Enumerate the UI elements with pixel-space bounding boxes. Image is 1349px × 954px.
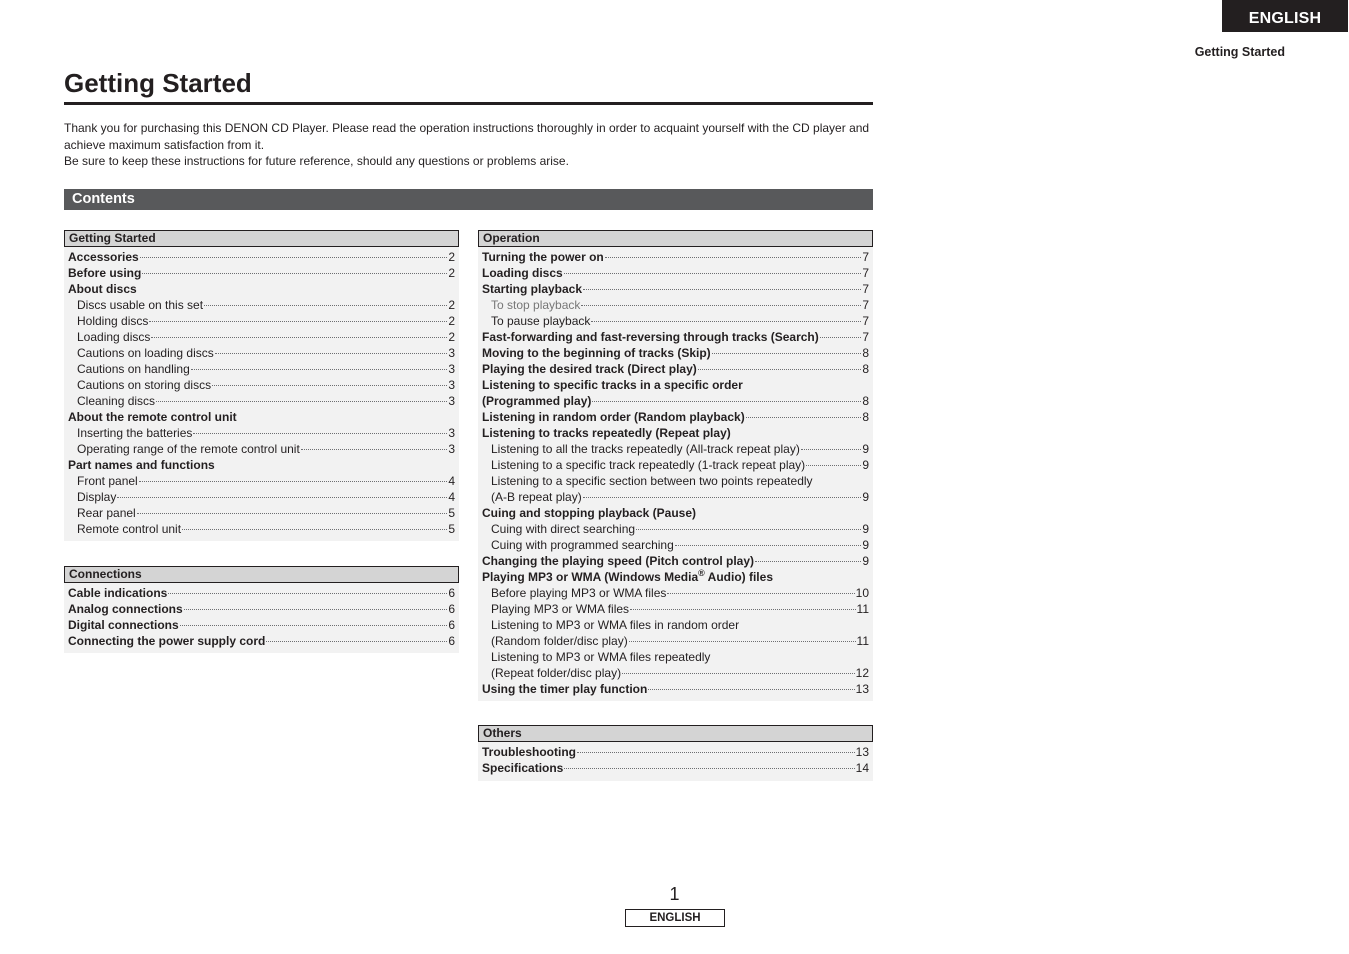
- toc-entry-title: Cuing with programmed searching: [491, 538, 674, 552]
- toc-entry-title: (A-B repeat play): [491, 490, 582, 504]
- toc-entry-page: 6: [448, 586, 455, 600]
- dot-leader: [592, 401, 861, 402]
- toc-entry-page: 6: [448, 634, 455, 648]
- dot-leader: [212, 385, 447, 386]
- dot-leader: [156, 401, 447, 402]
- toc-entry[interactable]: [478, 681, 873, 697]
- dot-leader: [755, 561, 861, 562]
- toc-entry[interactable]: [64, 361, 459, 377]
- dot-leader: [581, 305, 861, 306]
- toc-entry-title: Changing the playing speed (Pitch control play): [482, 554, 755, 568]
- dot-leader: [712, 353, 862, 354]
- toc-entry-page: 6: [448, 602, 455, 616]
- toc-entry-page: 11: [856, 634, 869, 648]
- dot-leader: [182, 529, 447, 530]
- toc-entry-page: 9: [862, 490, 869, 504]
- toc-entry-title: Rear panel: [77, 506, 136, 520]
- toc-entry-title: Digital connections: [68, 618, 179, 632]
- toc-entry[interactable]: [64, 505, 459, 521]
- toc-entry-page: 9: [862, 442, 869, 456]
- toc-entry-page: 8: [862, 410, 869, 424]
- dot-leader: [630, 609, 855, 610]
- toc-entry-page: 2: [448, 298, 455, 312]
- toc-entry[interactable]: [478, 473, 873, 489]
- dot-leader: [142, 273, 447, 274]
- toc-section-operation: [478, 230, 873, 701]
- toc-entry[interactable]: [64, 489, 459, 505]
- toc-entry-page: 5: [448, 506, 455, 520]
- toc-section-heading: Others: [478, 725, 873, 742]
- toc-entry[interactable]: [64, 585, 459, 601]
- dot-leader: [667, 593, 854, 594]
- toc-entry[interactable]: [478, 361, 873, 377]
- toc-entry[interactable]: [478, 345, 873, 361]
- toc-entry[interactable]: [64, 281, 459, 297]
- toc-entry-title: Troubleshooting: [482, 745, 576, 759]
- toc-entry-title: Listening to tracks repeatedly (Repeat play): [482, 426, 731, 440]
- toc-entry-page: 2: [448, 266, 455, 280]
- dot-leader: [564, 273, 862, 274]
- toc-entry-page: 7: [862, 314, 869, 328]
- toc-entry-title: Operating range of the remote control unit: [77, 442, 300, 456]
- dot-leader: [605, 257, 862, 258]
- toc-entry-title: Cleaning discs: [77, 394, 156, 408]
- dot-leader: [151, 337, 447, 338]
- toc-entry[interactable]: [64, 633, 459, 649]
- toc-entry[interactable]: [478, 760, 873, 776]
- toc-entry[interactable]: [64, 473, 459, 489]
- toc-entry-page: 5: [448, 522, 455, 536]
- toc-entry[interactable]: [478, 249, 873, 265]
- toc-entry-title: To pause playback: [491, 314, 591, 328]
- toc-entry-page: 14: [855, 761, 869, 775]
- toc-entry-title: (Programmed play): [482, 394, 592, 408]
- toc-entry[interactable]: [478, 569, 873, 585]
- toc-entry-title: (Random folder/disc play): [491, 634, 628, 648]
- toc-entry-page: 7: [862, 250, 869, 264]
- dot-leader: [636, 529, 861, 530]
- toc-section-getting-started: [64, 230, 459, 541]
- toc-entry-page: 3: [448, 378, 455, 392]
- toc-entry-page: 7: [862, 282, 869, 296]
- toc-entry[interactable]: [478, 665, 873, 681]
- toc-entry-page: 8: [862, 394, 869, 408]
- toc-section-heading: Operation: [478, 230, 873, 247]
- toc-entry-title: Fast-forwarding and fast-reversing through tracks (Search): [482, 330, 819, 344]
- toc-entry-page: 8: [862, 362, 869, 376]
- toc-entry-title: Connecting the power supply cord: [68, 634, 266, 648]
- dot-leader: [746, 417, 862, 418]
- toc-entry-title: Part names and functions: [68, 458, 215, 472]
- toc-section-heading: Getting Started: [64, 230, 459, 247]
- toc-entry-title: Turning the power on: [482, 250, 604, 264]
- toc-entry-page: 13: [855, 682, 869, 696]
- toc-entry-title: Starting playback: [482, 282, 583, 296]
- toc-entry-title: (Repeat folder/disc play): [491, 666, 622, 680]
- toc-entry-title: Listening to MP3 or WMA files in random order: [491, 618, 740, 632]
- toc-entry-title: Listening to all the tracks repeatedly (All-track repeat play): [491, 442, 800, 456]
- toc-entry-title: Moving to the beginning of tracks (Skip): [482, 346, 711, 360]
- dot-leader: [191, 369, 448, 370]
- toc-entry[interactable]: [64, 617, 459, 633]
- toc-entry[interactable]: [64, 457, 459, 473]
- toc-entry[interactable]: [64, 329, 459, 345]
- toc-entry[interactable]: [478, 601, 873, 617]
- toc-entry[interactable]: [64, 265, 459, 281]
- dot-leader: [629, 641, 856, 642]
- toc-entry-page: 10: [855, 586, 869, 600]
- dot-leader: [622, 673, 855, 674]
- toc-entry-page: 9: [862, 554, 869, 568]
- dot-leader: [806, 465, 861, 466]
- toc-entry[interactable]: [478, 313, 873, 329]
- toc-entry-title: Cautions on handling: [77, 362, 190, 376]
- dot-leader: [215, 353, 448, 354]
- toc-entry[interactable]: [64, 313, 459, 329]
- toc-entry-page: 3: [448, 346, 455, 360]
- dot-leader: [117, 497, 447, 498]
- toc-entry-title: Discs usable on this set: [77, 298, 204, 312]
- toc-entry-page: 9: [862, 522, 869, 536]
- dot-leader: [149, 321, 447, 322]
- toc-entry-page: 8: [862, 346, 869, 360]
- toc-entry-title: Inserting the batteries: [77, 426, 193, 440]
- toc-entry-title: Display: [77, 490, 117, 504]
- toc-entry[interactable]: [478, 537, 873, 553]
- dot-leader: [184, 609, 448, 610]
- toc-entry[interactable]: [64, 377, 459, 393]
- toc-entry-title: Before using: [68, 266, 142, 280]
- toc-entry[interactable]: [478, 265, 873, 281]
- toc-entry-page: 4: [448, 474, 455, 488]
- toc-entry[interactable]: [478, 633, 873, 649]
- toc-entry-page: 4: [448, 490, 455, 504]
- toc-entry[interactable]: [478, 281, 873, 297]
- toc-entry-page: 9: [862, 538, 869, 552]
- page-number: 1: [669, 884, 680, 904]
- toc-entry[interactable]: [64, 409, 459, 425]
- toc-entry[interactable]: [478, 744, 873, 760]
- dot-leader: [301, 449, 448, 450]
- toc-entry-title: Cable indications: [68, 586, 168, 600]
- page-title: Getting Started: [64, 68, 873, 105]
- toc-entry[interactable]: [64, 297, 459, 313]
- toc-entry-title: Listening in random order (Random playback): [482, 410, 745, 424]
- toc-entry-page: 7: [862, 266, 869, 280]
- toc-entry-page: 3: [448, 394, 455, 408]
- dot-leader: [801, 449, 862, 450]
- toc-entry-title: Cuing and stopping playback (Pause): [482, 506, 697, 520]
- toc-entry-title: To stop playback: [491, 298, 581, 312]
- toc-entry-page: 3: [448, 442, 455, 456]
- toc-entry[interactable]: [478, 393, 873, 409]
- dot-leader: [140, 257, 448, 258]
- toc-entry[interactable]: [478, 521, 873, 537]
- toc-entry-title: Specifications: [482, 761, 564, 775]
- toc-section-heading: Connections: [64, 566, 459, 583]
- toc-entry[interactable]: [478, 489, 873, 505]
- toc-entry[interactable]: [64, 425, 459, 441]
- dot-leader: [820, 337, 862, 338]
- toc-entry-title: Playing MP3 or WMA (Windows Media® Audio) files: [482, 568, 773, 584]
- toc-entry-title: Front panel: [77, 474, 138, 488]
- toc-entry-title: Listening to a specific track repeatedly (1-track repeat play): [491, 458, 806, 472]
- toc-entry[interactable]: [478, 457, 873, 473]
- toc-entry[interactable]: [478, 505, 873, 521]
- toc-entry-page: 12: [855, 666, 869, 680]
- dot-leader: [266, 641, 447, 642]
- toc-entry-title: Cuing with direct searching: [491, 522, 636, 536]
- toc-entry-title: Holding discs: [77, 314, 149, 328]
- toc-entry-page: 7: [862, 330, 869, 344]
- toc-entry[interactable]: [478, 617, 873, 633]
- dot-leader: [648, 689, 854, 690]
- dot-leader: [204, 305, 447, 306]
- toc-entry[interactable]: [478, 377, 873, 393]
- dot-leader: [577, 752, 855, 753]
- intro-paragraph: Thank you for purchasing this DENON CD Player. Please read the operation instructions thoroughly in order to acquaint yourself with the CD player and achieve maximum satisfaction from it.: [64, 121, 870, 152]
- toc-entry[interactable]: [64, 393, 459, 409]
- toc-entry[interactable]: [478, 409, 873, 425]
- toc-entry-title: Playing the desired track (Direct play): [482, 362, 697, 376]
- dot-leader: [583, 497, 862, 498]
- toc-entry-title: Before playing MP3 or WMA files: [491, 586, 667, 600]
- toc-entry-title: Listening to MP3 or WMA files repeatedly: [491, 650, 711, 664]
- dot-leader: [675, 545, 862, 546]
- language-tab: ENGLISH: [1222, 0, 1348, 32]
- toc-entry[interactable]: [478, 553, 873, 569]
- toc-entry-title: Remote control unit: [77, 522, 182, 536]
- toc-entry-title: Analog connections: [68, 602, 183, 616]
- toc-entry-page: 2: [448, 314, 455, 328]
- dot-leader: [564, 768, 854, 769]
- toc-entry[interactable]: [478, 425, 873, 441]
- toc-entry-page: 2: [448, 250, 455, 264]
- dot-leader: [591, 321, 861, 322]
- toc-entry-title: About discs: [68, 282, 137, 296]
- toc-entry[interactable]: [64, 345, 459, 361]
- toc-entry[interactable]: [478, 297, 873, 313]
- dot-leader: [137, 513, 448, 514]
- toc-entry-page: 7: [862, 298, 869, 312]
- toc-entry-title: Playing MP3 or WMA files: [491, 602, 630, 616]
- toc-entry-title: Cautions on loading discs: [77, 346, 214, 360]
- toc-entry-page: 2: [448, 330, 455, 344]
- toc-entry[interactable]: [64, 249, 459, 265]
- toc-entry-page: 3: [448, 362, 455, 376]
- toc-entry-page: 9: [862, 458, 869, 472]
- dot-leader: [193, 433, 447, 434]
- toc-entry[interactable]: [478, 585, 873, 601]
- dot-leader: [168, 593, 447, 594]
- toc-section-connections: [64, 566, 459, 653]
- toc-entry[interactable]: [64, 521, 459, 537]
- toc-entry[interactable]: [64, 601, 459, 617]
- toc-entry-page: 6: [448, 618, 455, 632]
- toc-entry[interactable]: [478, 441, 873, 457]
- dot-leader: [139, 481, 448, 482]
- contents-header: Contents: [64, 189, 873, 210]
- toc-entry-title: Using the timer play function: [482, 682, 648, 696]
- toc-entry-page: 13: [855, 745, 869, 759]
- intro-paragraph: Be sure to keep these instructions for future reference, should any questions or problems arise.: [64, 154, 569, 168]
- toc-entry-title: Listening to a specific section between two points repeatedly: [491, 474, 813, 488]
- dot-leader: [583, 289, 861, 290]
- toc-entry-title: Loading discs: [77, 330, 151, 344]
- toc-entry[interactable]: [64, 441, 459, 457]
- footer-language-label: ENGLISH: [625, 909, 725, 927]
- toc-entry-page: 3: [448, 426, 455, 440]
- dot-leader: [698, 369, 862, 370]
- toc-entry[interactable]: [478, 329, 873, 345]
- toc-entry-page: 11: [856, 602, 869, 616]
- toc-entry-title: Listening to specific tracks in a specific order: [482, 378, 743, 392]
- running-header: Getting Started: [1194, 45, 1285, 59]
- intro-text: [64, 120, 873, 170]
- toc-entry-title: Cautions on storing discs: [77, 378, 212, 392]
- dot-leader: [180, 625, 448, 626]
- toc-entry[interactable]: [478, 649, 873, 665]
- toc-section-others: [478, 725, 873, 781]
- toc-entry-title: Loading discs: [482, 266, 563, 280]
- toc-entry-title: About the remote control unit: [68, 410, 237, 424]
- toc-entry-title: Accessories: [68, 250, 139, 264]
